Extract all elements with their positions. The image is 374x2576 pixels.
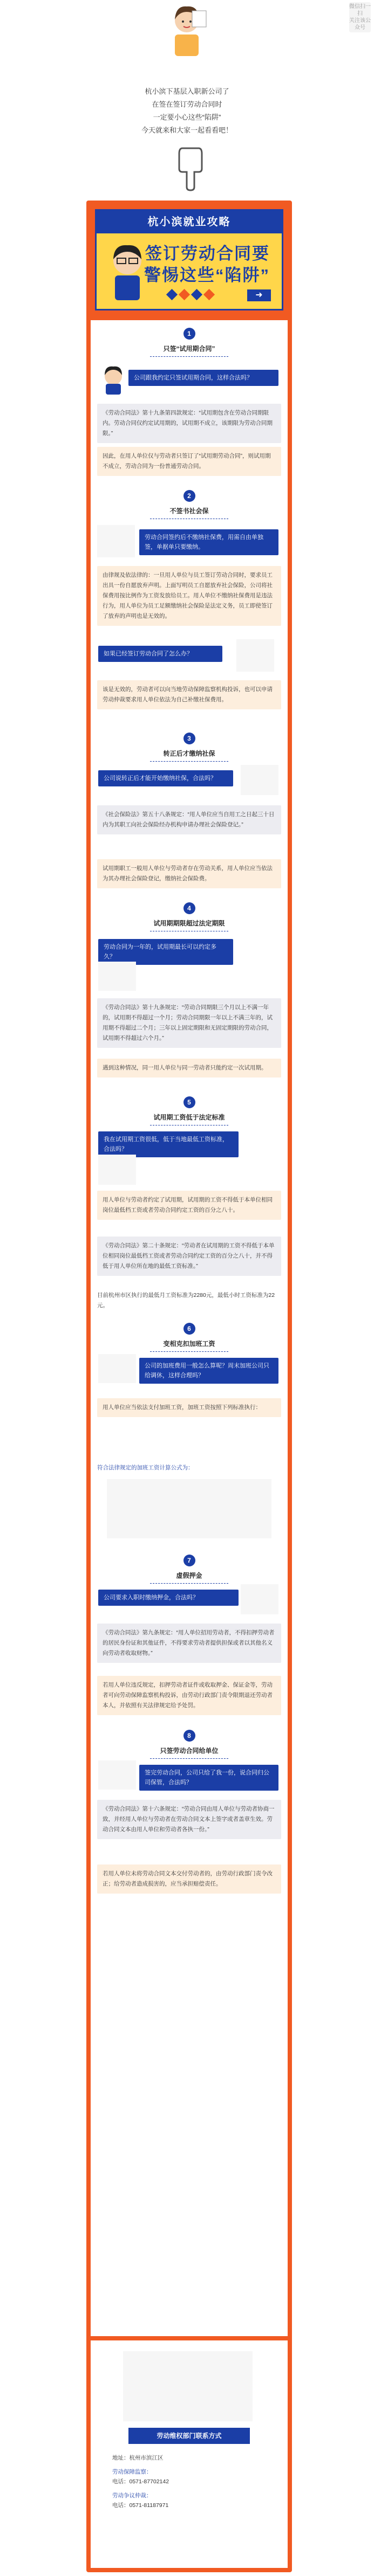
note-box: 遇到这种情况，同一用人单位与同一劳动者只能约定一次试用期。 [97, 1059, 281, 1078]
footer-line: 劳动争议仲裁： [112, 2492, 152, 2499]
section-title: 变相克扣加班工资 [163, 1340, 215, 1348]
section-number: 3 [183, 733, 195, 744]
footer-line: 劳动保障监察： [112, 2469, 152, 2475]
question-bar: 公司说转正后才能开始缴纳社保，合法吗？ [98, 770, 233, 786]
footer-image-placeholder [123, 2351, 253, 2421]
law-text: 《社会保险法》第五十八条规定：“用人单位应当自用工之日起三十日内为其职工向社会保险经办机构申请办理社会保险登记。” [97, 805, 281, 834]
arrow-icon: ➜ [247, 289, 271, 301]
formula-title: 符合法律规定的加班工资计算公式为： [97, 1465, 194, 1471]
intro-line: 杭小滨下基层入职新公司了 [145, 87, 229, 95]
contact-button[interactable]: 劳动维权部门联系方式 [128, 2428, 250, 2444]
footer [91, 2340, 288, 2568]
student-avatar-icon [98, 362, 128, 395]
note-box: 试用期职工一般用人单位与劳动者存在劳动关系，用人单位应当依法为其办理社会保险登记，缴纳社会保险费。 [97, 859, 281, 888]
section-title: 试用期期限超过法定期限 [153, 920, 225, 927]
question-bar: 公司的加班费用一般怎么算呢？周末加班公司只给调休，这样合理吗？ [139, 1358, 278, 1384]
illustration-placeholder [98, 1354, 136, 1383]
banner-title-line2: 警惕这些“陷阱” [144, 266, 270, 285]
section-number: 1 [183, 328, 195, 340]
note-box: 若用人单位未将劳动合同文本交付劳动者的，由劳动行政部门责令改正；给劳动者造成损害的，应当承担赔偿责任。 [97, 1864, 281, 1894]
intro-line: 在签在签订劳动合同时 [152, 100, 222, 108]
banner-top: 杭小滨就业攻略 [97, 211, 282, 233]
illustration-placeholder [241, 1584, 278, 1614]
note-box: 若用人单位违反规定，扣押劳动者证件或收取押金、保证金等，劳动者可向劳动保障监察机构投诉，由劳动行政部门责令限期退还劳动者本人，并依照有关法律规定给予处罚。 [97, 1676, 281, 1715]
banner-title-line1: 签订劳动合同要 [145, 244, 270, 263]
note-box: 由律规及依法律的：一旦用人单位与员工签订劳动合同时，要求员工出具一份自愿放弃声明。上面写明员工自愿放弃社会保险，公司将社保费用按比例作为工资发放给员工。用人单位不缴纳社保费用是违法行为，用人单位为员工足额缴纳社会保险是法定义务，员工即使签订了放弃的声明也是无效的。 [97, 566, 281, 626]
intro-line: 一定要小心这些“陷阱” [153, 113, 221, 121]
section-number: 8 [183, 1730, 195, 1742]
teacher-illustration [160, 0, 214, 59]
note-box: 用人单位应当依法支付加班工资，加班工资按照下列标准执行： [97, 1398, 281, 1417]
section-title: 虚假押金 [176, 1572, 202, 1579]
law-text: 《劳动合同法》第十九条规定：“劳动合同期限三个月以上不满一年的，试用期不得超过一个月；劳动合同期限一年以上不满三年的，试用期不得超过二个月；三年以上固定期限和无固定期限的劳动合同，试用期不得超过六个月。” [97, 998, 281, 1048]
question-bar: 公司要求入职时缴纳押金，合法吗？ [98, 1590, 239, 1606]
article-content [91, 320, 288, 2336]
section-4 [91, 902, 288, 931]
section-number: 2 [183, 490, 195, 502]
question-bar: 我在试用期工资很低，低于当地最低工资标准，合法吗？ [98, 1131, 239, 1157]
section-6 [91, 1323, 288, 1352]
footer-address: 地址：杭州市滨江区 [112, 2455, 164, 2461]
question-bar: 签完劳动合同，公司只给了我一份，说合同归公司保管，合法吗？ [139, 1765, 278, 1791]
banner [92, 206, 287, 314]
illustration-placeholder [98, 962, 136, 991]
section-7 [91, 1555, 288, 1584]
section-number: 5 [183, 1096, 195, 1108]
law-text: 《劳动合同法》第二十条规定：“劳动者在试用期的工资不得低于本单位相同岗位最低档工资或者劳动合同约定工资的百分之八十，并不得低于用人单位所在地的最低工资标准。” [97, 1237, 281, 1276]
pointing-hand-icon [172, 143, 209, 191]
illustration-placeholder [236, 639, 274, 672]
law-text: 《劳动合同法》第十六条规定：“劳动合同由用人单位与劳动者协商一致，并经用人单位与劳动者在劳动合同文本上签字或者盖章生效。劳动合同文本由用人单位和劳动者各执一份。” [97, 1800, 281, 1839]
law-text: 《劳动合同法》第十九条第四款规定：“试用期包含在劳动合同期限内。劳动合同仅约定试用期的，试用期不成立，该期限为劳动合同期限。” [97, 404, 281, 443]
law-text: 《劳动合同法》第九条规定：“用人单位招用劳动者，不得扣押劳动者的居民身份证和其他证件，不得要求劳动者提供担保或者以其他名义向劳动者收取财物。” [97, 1624, 281, 1663]
section-number: 4 [183, 902, 195, 914]
note-box: 用人单位与劳动者约定了试用期，试用期的工资不得低于本单位相同岗位最低档工资或者劳动合同约定工资的百分之八十。 [97, 1191, 281, 1220]
intro-text [0, 85, 374, 137]
question-bar: 公司跟我约定只签试用期合同，这样合法吗？ [128, 370, 278, 386]
illustration-placeholder [97, 525, 135, 557]
section-number: 6 [183, 1323, 195, 1335]
section-2 [91, 490, 288, 519]
question-bar: 劳动合同签约后不缴纳社保费，用需自由单独签，单据单只要缴纳。 [139, 529, 278, 555]
illustration-placeholder [98, 1155, 136, 1185]
illustration-placeholder [98, 1760, 136, 1790]
section-8 [91, 1730, 288, 1759]
section-5 [91, 1096, 288, 1125]
diamond-decor [168, 291, 217, 301]
wage-note: 目前杭州市区执行的最低月工资标准为2280元，最低小时工资标准为22元。 [97, 1292, 275, 1309]
section-number: 7 [183, 1555, 195, 1566]
question-bar-2: 如果已经签订劳动合同了怎么办？ [98, 646, 222, 662]
section-title: 只签劳动合同给单位 [160, 1747, 219, 1755]
note-box: 该是无效的，劳动者可以向当地劳动保障监察机构投诉，也可以申请劳动仲裁要求用人单位依法为自己补缴社保费用。 [97, 680, 281, 709]
section-title: 试用期工资低于法定标准 [153, 1114, 225, 1121]
section-title: 转正后才缴纳社保 [163, 750, 215, 757]
section-title: 不签书社会保 [169, 507, 209, 515]
illustration-placeholder [241, 765, 278, 795]
footer-phone[interactable]: 电话：0571-87702142 [112, 2478, 169, 2485]
section-3 [91, 733, 288, 762]
formula-image-placeholder [107, 1479, 271, 1538]
note-box: 因此，在用人单位仅与劳动者只签订了“试用期劳动合同”，则试用期不成立，劳动合同为一份普通劳动合同。 [97, 447, 281, 476]
intro-line: 今天就来和大家一起看看吧！ [141, 126, 233, 134]
hero [0, 0, 374, 205]
section-1 [91, 328, 288, 357]
scan-tip: 微信扫一扫 关注该公众号 [349, 2, 371, 32]
section-title: 只签“试用期合同” [163, 345, 215, 353]
footer-phone[interactable]: 电话：0571-81187971 [112, 2502, 169, 2509]
question-bar: 劳动合同为一年的，试用期最长可以约定多久？ [98, 939, 233, 965]
